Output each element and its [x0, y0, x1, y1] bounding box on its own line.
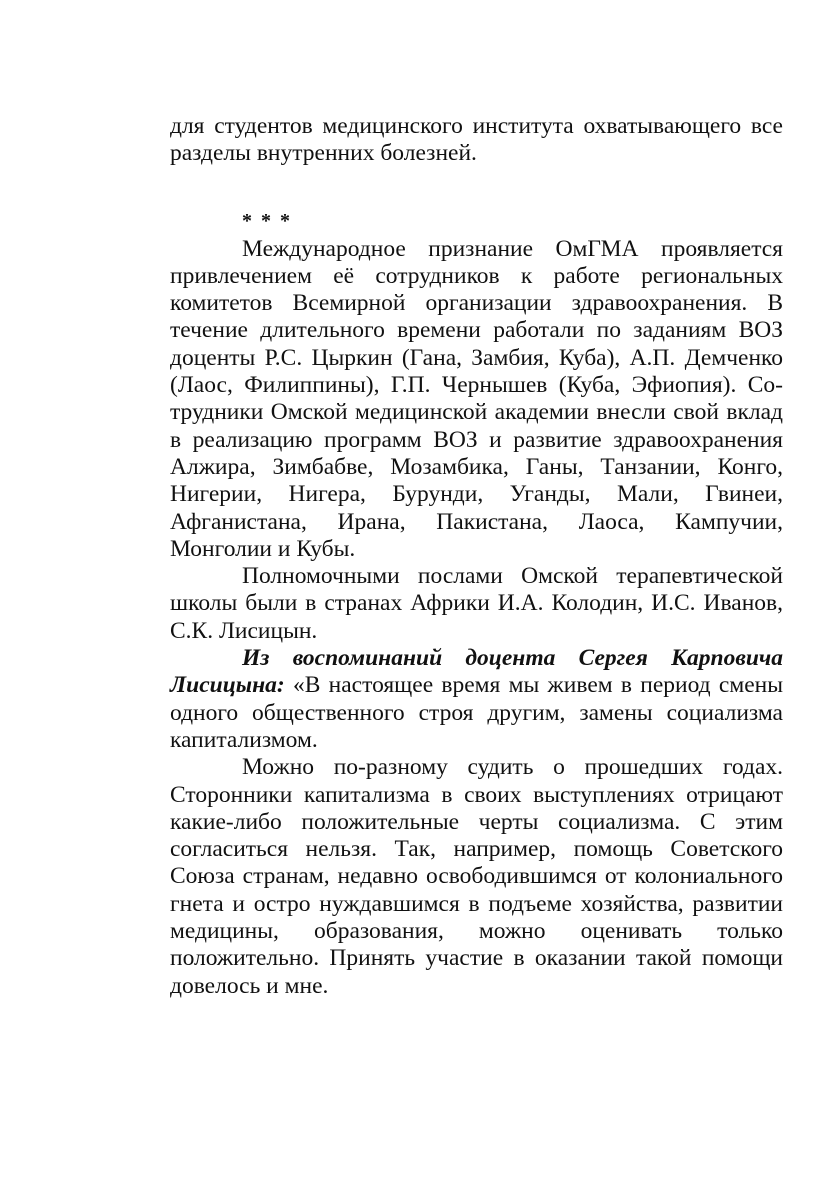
- paragraph-africa-envoys: Полномочными послами Омской терапевтической школы были в странах Африки И.А. Колодин, И.С. Иванов, С.К. Лисицын.: [170, 563, 783, 644]
- paragraph-who-recognition: Международное признание ОмГМА проявляется привлечением её сотрудников к работе региональных комитетов Всемирной организации здравоохранения. В течение длительного времени работали по заданиям ВОЗ доценты Р.С. Цыркин (Гана, Замбия, Куба), А.П. Демченко (Лаос, Филиппины), Г.П. Чернышев (Куба, Эфиопия). Со-трудники Омской медицинской академии внесли свой вклад в реализацию программ ВОЗ и развитие здравоохранения Алжира, Зимбабве, Мозамбика, Ганы, Танзании, Конго, Нигерии, Нигера, Бурунди, Уганды, Мали, Гвинеи, Афганистана, Ирана, Пакистана, Лаоса, Кампучии, Монголии и Кубы.: [170, 235, 783, 562]
- intro-paragraph: для студентов медицинского института охватывающего все разделы внутренних болезней.: [170, 113, 783, 167]
- section-separator: * * *: [242, 209, 292, 232]
- memoir-text: «В настоящее время мы живем в период смены одного общественного строя другим, замены социализма капитализмом.: [170, 672, 783, 753]
- document-page: [170, 113, 783, 1000]
- paragraph-soviet-assistance: Можно по-разному судить о прошедших годах. Сторонники капитализма в своих выступлениях отрицают какие-либо положительные черты социализма. С этим согласиться нельзя. Так, например, помощь Советского Союза странам, недавно освободившимся от колониального гнета и остро нуждавшимся в подъеме хозяйства, развитии медицины, образования, можно оценивать только положительно. Принять участие в оказании такой помощи довелось и мне.: [170, 754, 783, 999]
- memoir-heading: Из воспоминаний доцента Сергея Карповича Лисицына:: [170, 645, 783, 699]
- paragraph-memoir: [170, 645, 783, 754]
